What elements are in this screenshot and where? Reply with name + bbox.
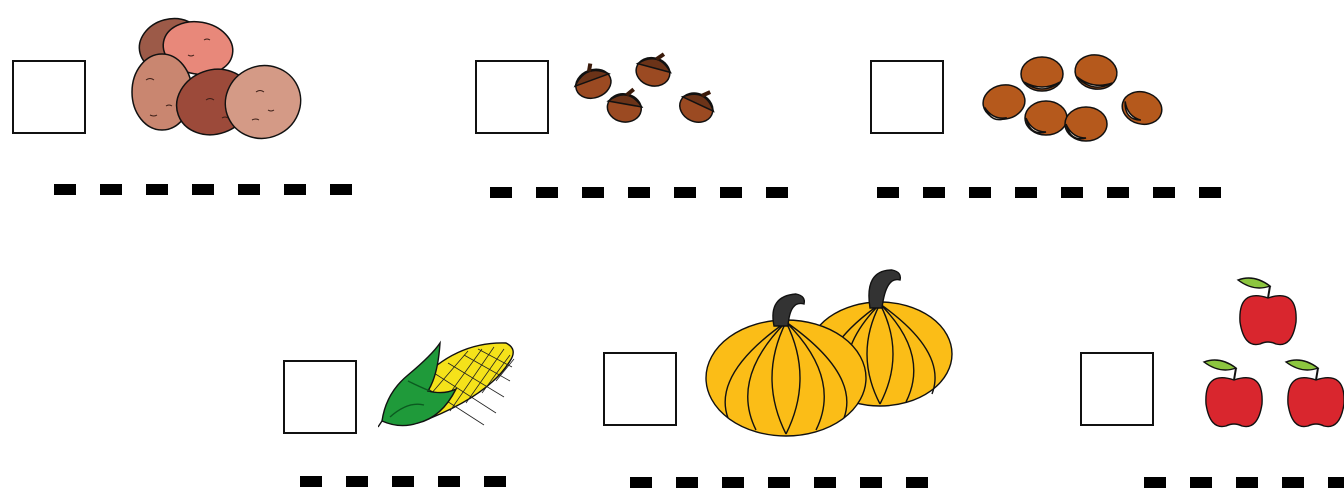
acorn-1 [570,59,615,103]
answer-line-acorns [490,187,812,198]
chestnuts-image [978,50,1168,150]
apple-3 [1286,360,1344,427]
chestnut-4 [1025,101,1067,135]
answer-box-acorns[interactable] [475,60,549,134]
pumpkins-image [704,262,956,442]
answer-line-apples [1144,477,1344,488]
acorns-image [570,42,730,128]
acorn-4 [675,82,720,127]
apple-1 [1238,278,1296,345]
answer-box-apples[interactable] [1080,352,1154,426]
answer-line-potatoes [54,184,376,195]
corn-image [378,335,520,431]
acorn-3 [605,85,644,124]
chestnut-1 [1021,57,1063,91]
apple-2 [1204,360,1262,427]
chestnut-5 [1065,107,1107,141]
acorn-2 [633,48,675,90]
answer-box-corn[interactable] [283,360,357,434]
apples-image [1198,266,1344,430]
chestnut-2 [1072,52,1119,93]
answer-line-pumpkins [630,477,952,488]
answer-line-corn [300,476,530,487]
chestnut-3 [980,82,1027,123]
answer-line-chestnuts [877,187,1245,198]
answer-box-pumpkins[interactable] [603,352,677,426]
answer-box-potatoes[interactable] [12,60,86,134]
chestnut-6 [1119,87,1166,128]
potatoes-image [126,10,306,145]
answer-box-chestnuts[interactable] [870,60,944,134]
